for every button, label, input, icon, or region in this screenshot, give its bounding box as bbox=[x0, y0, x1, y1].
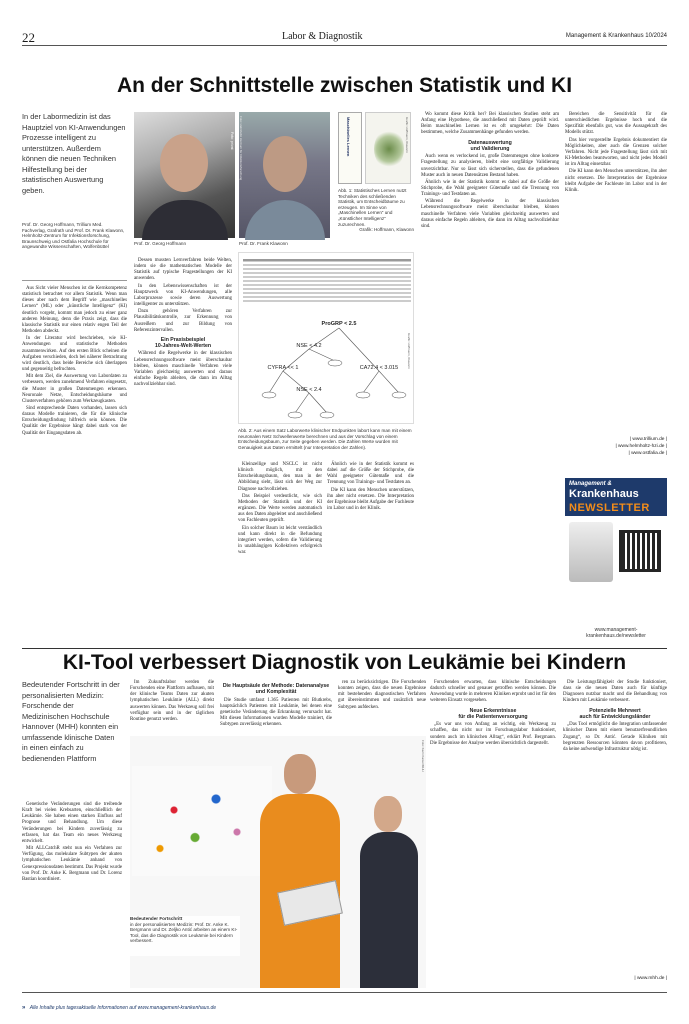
paragraph: Ein solcher Baum ist leicht verständlich und kann direkt in die Befundung integriert werden, sofern die Validierung in unabhängigen Kollektiven erfolgreich war. bbox=[238, 525, 322, 556]
book-cover-image bbox=[338, 112, 362, 184]
paragraph: Kleinzellige und NSCLC ist nicht klinisch möglich, mit den Entscheidungsbaum, den man in der Abbildung sieht, lässt sich der Weg zur Diagnose nachvollziehen. bbox=[238, 462, 322, 492]
newsletter-brand-line1: Management & bbox=[569, 481, 612, 487]
paragraph: Im Zukunftslabor werden die Forschenden eine Plattform aufbauen, mit der klinische Teams Daten zur akuten lymphatischen Leukämie (ALL) direkt auswerten können. Das Werkzeug soll frei verfügbar sein und in der täglichen Routine genutzt werden. bbox=[130, 680, 214, 722]
paragraph: Ähnlich wie in der Statistik kommt es dabei auf die Größe der Stichprobe, die Wahl geeigneter Gütemaße und die Trennung von Trainings- und Testdaten an. bbox=[327, 462, 414, 486]
article-divider bbox=[22, 648, 667, 649]
paragraph: Die Leistungsfähigkeit der Studie funktioniert, dass sie die neuen Daten auch für künftige Diagnosen nutzbar macht und die Behandlung von Kindern mit Leukämie verbessert. bbox=[563, 680, 667, 704]
book-caption-text: Abb. 1: Statistisches Lernen nutzt Techniken des schließenden Statistik, um Entscheidbäume zu erzeugen. Im Sinne von „Maschinellen Lernen“ und „Künstlicher Intelligenz“ zuzurechnen. bbox=[338, 188, 407, 227]
tree-edge bbox=[269, 371, 283, 393]
paragraph: Dessen mussten Lernverfahren beide Welten, indem sie die mathematischen Modelle der Statistik auf typische Fragestellungen der KI anwenden. bbox=[134, 258, 232, 282]
tree-node-root: ProGRP < 2.5 bbox=[321, 321, 357, 327]
tree-edge bbox=[363, 371, 379, 393]
subheading: Die Hauptsäule der Methode: Datenanalyse und Komplexität bbox=[222, 683, 330, 696]
paragraph: Die Studie umfasst 1.365 Patienten mit Blutkrebs, hauptsächlich Patienten mit Leukämie, bei denen eine genetische Veränderung die Erkrankung verursacht hat. Mit diesen Informationen wurden Modelle trainiert, die Subtypen zuverlässig erkennen. bbox=[220, 697, 332, 728]
subheading: Neue Erkenntnisse für die Patientenversorgung bbox=[458, 707, 528, 720]
tree-edge bbox=[295, 393, 309, 413]
article2-title: KI-Tool verbessert Diagnostik von Leukämie bei Kindern bbox=[62, 651, 627, 674]
face-shape bbox=[263, 136, 307, 192]
leaf-node bbox=[262, 392, 276, 398]
tree-nodes bbox=[268, 321, 399, 393]
shirt-shape bbox=[245, 200, 325, 240]
article2-figure-caption bbox=[130, 916, 240, 956]
footer-arrow-icon: » bbox=[22, 1005, 26, 1011]
book-cover-art bbox=[365, 112, 411, 184]
publication-name: Management & Krankenhaus 10/2024 bbox=[565, 33, 667, 39]
book-title: Maschinelles Lernen bbox=[346, 117, 351, 157]
paragraph: Das hier vorgestellte Ergebnis dokumentiert die Möglichkeiten, aber auch die Grenzen solcher Verfahren. Nicht jede Fragestellung lässt sich mit KI-Methoden beantworten, und nicht jedes Modell ist im Alltag einsetzbar. bbox=[565, 137, 667, 168]
table-row bbox=[243, 272, 411, 274]
head bbox=[284, 754, 316, 794]
paragraph: Die KI kann den Menschen unterstützen, ihn aber nicht ersetzen. Die Interpretation der Ergebnisse bleibt Aufgabe der Fachleute im Labor und in der Klinik. bbox=[327, 487, 414, 512]
article1-col5 bbox=[565, 112, 667, 434]
article2-col5 bbox=[430, 680, 556, 988]
book-credit: Grafik: Hoffmann, Klawonn bbox=[405, 117, 409, 153]
footer-text[interactable]: Alle Inhalte plus tagesaktuelle Informationen auf www.management-krankenhaus.de bbox=[29, 1005, 217, 1011]
footer-rule bbox=[22, 992, 667, 993]
paragraph: Während die Regelwerke in der klassischen Lebensrechnungssoftware meist überschaubar bleiben, können maschinelle Verfahren viele Variablen gleichzeitig auswerten und daraus einfache Regeln ableiten, die dann im Alltag nachvollziehbar sind. bbox=[134, 351, 232, 388]
article1-authors: Prof. Dr. Georg Hoffmann, Trillium Med. Fachverlag, Grafrath und Prof. Dr. Frank Klawonn, Helmholtz-Zentrum für Infektionsforschung, Braunschweig und Ostfalia Hochschule für angewandte Wissenschaften, Wolfenbüttel bbox=[22, 222, 125, 250]
book-caption-credit: Grafik: Hoffmann, Klawonn bbox=[359, 227, 414, 233]
tree-edge bbox=[309, 393, 327, 413]
article1-intro: In der Labormedizin ist das Hauptziel von KI-Anwendungen Prozesse intelligent zu unterstützen. Außerdem können die neuen Techniken Hilfestellung bei der statistischen Auswertung geben. bbox=[22, 112, 126, 195]
newsletter-illustration bbox=[569, 522, 613, 582]
article2-col6 bbox=[563, 680, 667, 972]
qr-code[interactable] bbox=[619, 530, 661, 572]
paragraph: „Das Tool ermöglicht die Integration umfassender klinischer Daten mit einem benutzerfreundlichen Zugang“, so Dr. Antić. Gerade Kliniken mit begrenzten Ressourcen könnten davon profitieren, da keine aufwendige Infrastruktur nötig ist. bbox=[563, 722, 667, 752]
article2-intro: Bedeutender Fortschritt in der personalisierten Medizin: Forschende der Medizinischen Hochschule Hannover (MHH) konnten ein umfassende klinische Daten in einen einfach zu bedienenden Plattform bbox=[22, 680, 120, 763]
paragraph: In den Lebenswissenschaften ist der Hauptzweck von KI-Anwendungen, alle Laborprozesse sowie deren Auswertung intelligenter zu unterstützen. bbox=[134, 283, 232, 308]
paragraph: Sind entsprechende Daten vorhanden, lassen sich daraus Modelle trainieren, die für die klinische Entscheidungsfindung hilfreich sein können. Die Qualität der Ergebnisse hängt dabei stark von der Qualität der Eingangsdaten ab. bbox=[22, 405, 127, 436]
photo-credit: Foto: Helmholtz Zentrum für Infektionsforschung bbox=[239, 116, 243, 181]
figure2-caption: Abb. 2: Aus einem Satz Laborwerte klinischer Endpunkten labort kann man mit einem neuronalen Netz Schwellenwerte berechnen und aus der Vorschlag von einem Entscheidungsbaum, zur Seite gegeben werden. Die Zahlen Werte wurden mit Genauigkeit aus Daten ermittelt (nur Interpretation der Zahlen). bbox=[238, 428, 412, 450]
table-row bbox=[243, 259, 411, 262]
data-table bbox=[243, 259, 411, 302]
photo-credit: Foto: privat bbox=[230, 132, 234, 150]
torso bbox=[360, 832, 418, 988]
figure2-svg bbox=[239, 253, 415, 425]
paragraph: Mit dem Ziel, die Auswertung von Labordaten zu verbessern, werden zunehmend Verfahren eingesetzt, die Muster in großen Datenmengen erkennen. Neuronale Netze, Entscheidungsbäume und Clusterverfahren gehören zum Werkzeugkasten. bbox=[22, 374, 127, 404]
newsletter-brand-line2: Krankenhaus bbox=[569, 488, 639, 500]
portrait-photo-klawonn bbox=[239, 112, 330, 238]
newsletter-ad[interactable] bbox=[565, 478, 667, 646]
subheading: Datenauswertung und Validierung bbox=[468, 139, 512, 152]
tree-edge bbox=[309, 349, 335, 361]
article1-col2 bbox=[134, 258, 232, 644]
link[interactable]: | www.helmholtz-hzi.de | bbox=[615, 444, 667, 449]
subheading: Potenzielle Mehrwert auch für Entwicklungsländer bbox=[579, 707, 651, 720]
caption-text: in der personalisierten Medizin: Prof. Dr. Anke K. Bergmann und Dr. Zeljko Antić arbeiten an einem KI-Tool, das die Diagnostik von Leukämie bei Kindern verbessert. bbox=[130, 921, 238, 944]
figure2-credit: Grafik: Hoffmann, Klawonn bbox=[407, 333, 411, 369]
paragraph: Genetische Veränderungen sind die treibende Kraft bei vielen Krebsarten, einschließlich der Leukämie. Sie haben einen starken Einfluss auf Prognose und Behandlung. Um diese Veränderungen bei Kindern zuverlässig zu erfassen, hat das Team ein neues Werkzeug entwickelt. bbox=[22, 802, 122, 844]
leaf-node bbox=[288, 412, 302, 418]
paragraph: Dazu gehören Verfahren zur Plausibilitätskontrolle, zur Erkennung von Ausreißern und zur Bildung von Referenzintervallen. bbox=[134, 309, 232, 333]
table-row bbox=[243, 296, 411, 298]
shirt-shape bbox=[142, 200, 228, 240]
umap-plot-graphic bbox=[132, 766, 272, 876]
portrait-caption-klawonn: Prof. Dr. Frank Klawonn bbox=[239, 241, 288, 246]
table-row bbox=[243, 276, 411, 278]
article2-col2 bbox=[130, 680, 214, 722]
paragraph: Während die Regelwerke in der klassischen Lebensrechnungssoftware meist überschaubar bleiben, können maschinelle Verfahren viele Variablen gleichzeitig auswerten und daraus einfache Regeln ableiten, die dann im Alltag nachvollziehbar sind. bbox=[421, 199, 559, 229]
tree-edge bbox=[379, 371, 399, 393]
photo-credit: Foto: Karin Kaiser/MHH bbox=[421, 740, 425, 772]
page-number: 22 bbox=[22, 30, 35, 45]
portrait-caption-hoffmann: Prof. Dr. Georg Hoffmann bbox=[134, 241, 186, 246]
article2-col1 bbox=[22, 802, 122, 988]
woman-figure bbox=[356, 796, 422, 988]
portrait-photo-hoffmann bbox=[134, 112, 235, 238]
caption-bold: Bedeutender Fortschritt bbox=[130, 916, 183, 921]
article1-col4 bbox=[421, 112, 559, 644]
article1-col1 bbox=[22, 286, 127, 644]
book-caption bbox=[338, 188, 414, 246]
newsletter-label: NEWSLETTER bbox=[569, 502, 650, 514]
table-row bbox=[243, 264, 411, 266]
table-row bbox=[243, 280, 411, 282]
section-title: Labor & Diagnostik bbox=[282, 31, 363, 42]
article2-col4 bbox=[338, 680, 426, 732]
paragraph: Wo kommt diese Kritik her? Bei klassischen Studien steht am Anfang eine Hypothese, die anschließend mit Daten geprüft wird. Beim maschinellen Lernen ist es oft umgekehrt: Die Daten bestimmen, welche Zusammenhänge gefunden werden. bbox=[421, 112, 559, 136]
page-header bbox=[22, 28, 667, 44]
paragraph: In der Literatur wird beschrieben, wie KI-Anwendungen und statistische Methoden zusammenwirken. Auf den ersten Blick scheinen die Aufgaben verschieden, doch bei näherer Betrachtung wird deutlich, dass beide Bereiche sich überlappen und gegenseitig befruchten. bbox=[22, 336, 127, 373]
newsletter-url[interactable]: www.management-krankenhaus.de/newsletter bbox=[586, 627, 646, 639]
tree-node: NSE < 2.4 bbox=[296, 387, 322, 393]
tree-node: CYFRA << 1 bbox=[267, 365, 299, 371]
article1-title: An der Schnittstelle zwischen Statistik und KI bbox=[116, 74, 573, 97]
article2-col3 bbox=[220, 680, 332, 732]
book-cover-pattern bbox=[374, 129, 404, 169]
face-shape bbox=[160, 134, 208, 192]
subheading: Ein Praxisbeispiel 10-Jahres-Welt-Werten bbox=[154, 336, 212, 350]
link[interactable]: | www.ostfalia.de | bbox=[628, 451, 667, 456]
leaf-node bbox=[356, 392, 370, 398]
header-rule bbox=[22, 45, 667, 46]
table-row bbox=[243, 288, 411, 290]
man-figure bbox=[254, 754, 346, 988]
paragraph: ren zu berücksichtigen. Die Forschenden konnten zeigen, dass die neuen Ergebnisse mit bestehenden diagnostischen Verfahren gut übereinstimmen und zusätzlich neue Subtypen aufdecken. bbox=[338, 680, 426, 710]
paragraph: Ähnlich wie in der Statistik kommt es dabei auf die Größe der Stichprobe, die Wahl geeigneter Gütemaße und die Trennung von Trainings- und Testdaten an. bbox=[421, 179, 559, 198]
tree-node: CA72.4 < 3.015 bbox=[359, 365, 399, 371]
figure2-decision-tree bbox=[238, 252, 414, 424]
table-row bbox=[243, 284, 411, 286]
table-row bbox=[243, 300, 411, 302]
tree-node: NSE < 4.2 bbox=[296, 343, 322, 349]
head bbox=[374, 796, 402, 832]
paragraph: Aus Sicht vieler Menschen ist die Kernkompetenz statistisch betrachtet vor allem Statistik. Wenn man dieses aber nach dem Begriff wie „maschinelles Lernen“ (ML) oder „künstliche Intelligenz“ (KI) deutlich vorgeht, kommt man jedoch zu einer ganz anderen Meinung, denn die Praxis zeigt, dass die klassische Statistik nur einen relativ engen Teil der Methoden abdeckt. bbox=[22, 286, 127, 335]
article1-links bbox=[565, 436, 667, 468]
article1-col3b bbox=[327, 462, 414, 644]
article2-link[interactable]: | www.mhh.de | bbox=[634, 976, 667, 981]
paragraph: Auch wenn es verlockend ist, große Datenmengen ohne konkrete Fragestellung zu analysieren, bleibt eine sorgfältige Validierung unverzichtbar. Nur so lässt sich sicherstellen, dass die gefundenen Muster auch in neuen Datensätzen Bestand haben. bbox=[421, 154, 559, 178]
paragraph: Bereichen die Sensitivität für die unterschiedlichen Ergebnisse hoch und die Spezifität ebenfalls gut, was die Aussagekraft des Modells stützt. bbox=[565, 112, 667, 136]
table-row bbox=[243, 292, 411, 294]
divider bbox=[22, 280, 127, 281]
leaf-node bbox=[320, 412, 334, 418]
paragraph: Das Beispiel verdeutlicht, wie sich Methoden der Statistik und der KI ergänzen. Die Werte werden automatisch aus den Daten abgeleitet und anschließend von Fachleuten geprüft. bbox=[238, 493, 322, 524]
newsletter-header bbox=[565, 478, 667, 516]
paragraph: „Es war uns von Anfang an wichtig, ein Werkzeug zu schaffen, das nicht nur im Forschungslabor funktioniert, sondern auch im klinischen Alltag“, erklärt Prof. Bergmann. Die Ergebnisse der Analyse werden übersichtlich dargestellt. bbox=[430, 722, 556, 746]
leaf-node bbox=[328, 360, 342, 366]
paragraph: Mit ALLCatchR steht nun ein Verfahren zur Verfügung, das molekulare Subtypen der akuten lymphatischen Leukämie anhand von Genexpressionsdaten bestimmt. Das Projekt wurde von Prof. Dr. Anke K. Bergmann und Dr. Lorenz Bastian koordiniert. bbox=[22, 846, 122, 882]
footer-bar bbox=[22, 996, 667, 1011]
table-row bbox=[243, 268, 411, 270]
link[interactable]: | www.trillium.de | bbox=[629, 437, 667, 442]
article1-col3 bbox=[238, 462, 322, 644]
paragraph: Die KI kann den Menschen unterstützen, ihn aber nicht ersetzen. Die Interpretation der Ergebnisse bleibt Aufgabe der Fachleute im Labor und in der Klinik. bbox=[565, 169, 667, 193]
paragraph: Forschenden erwarten, dass klinische Entscheidungen dadurch schneller und genauer getroffen werden können. Die Anwendung wurde in mehreren Kliniken erprobt und ist für den weiteren Einsatz vorgesehen. bbox=[430, 680, 556, 704]
leaf-node bbox=[392, 392, 406, 398]
